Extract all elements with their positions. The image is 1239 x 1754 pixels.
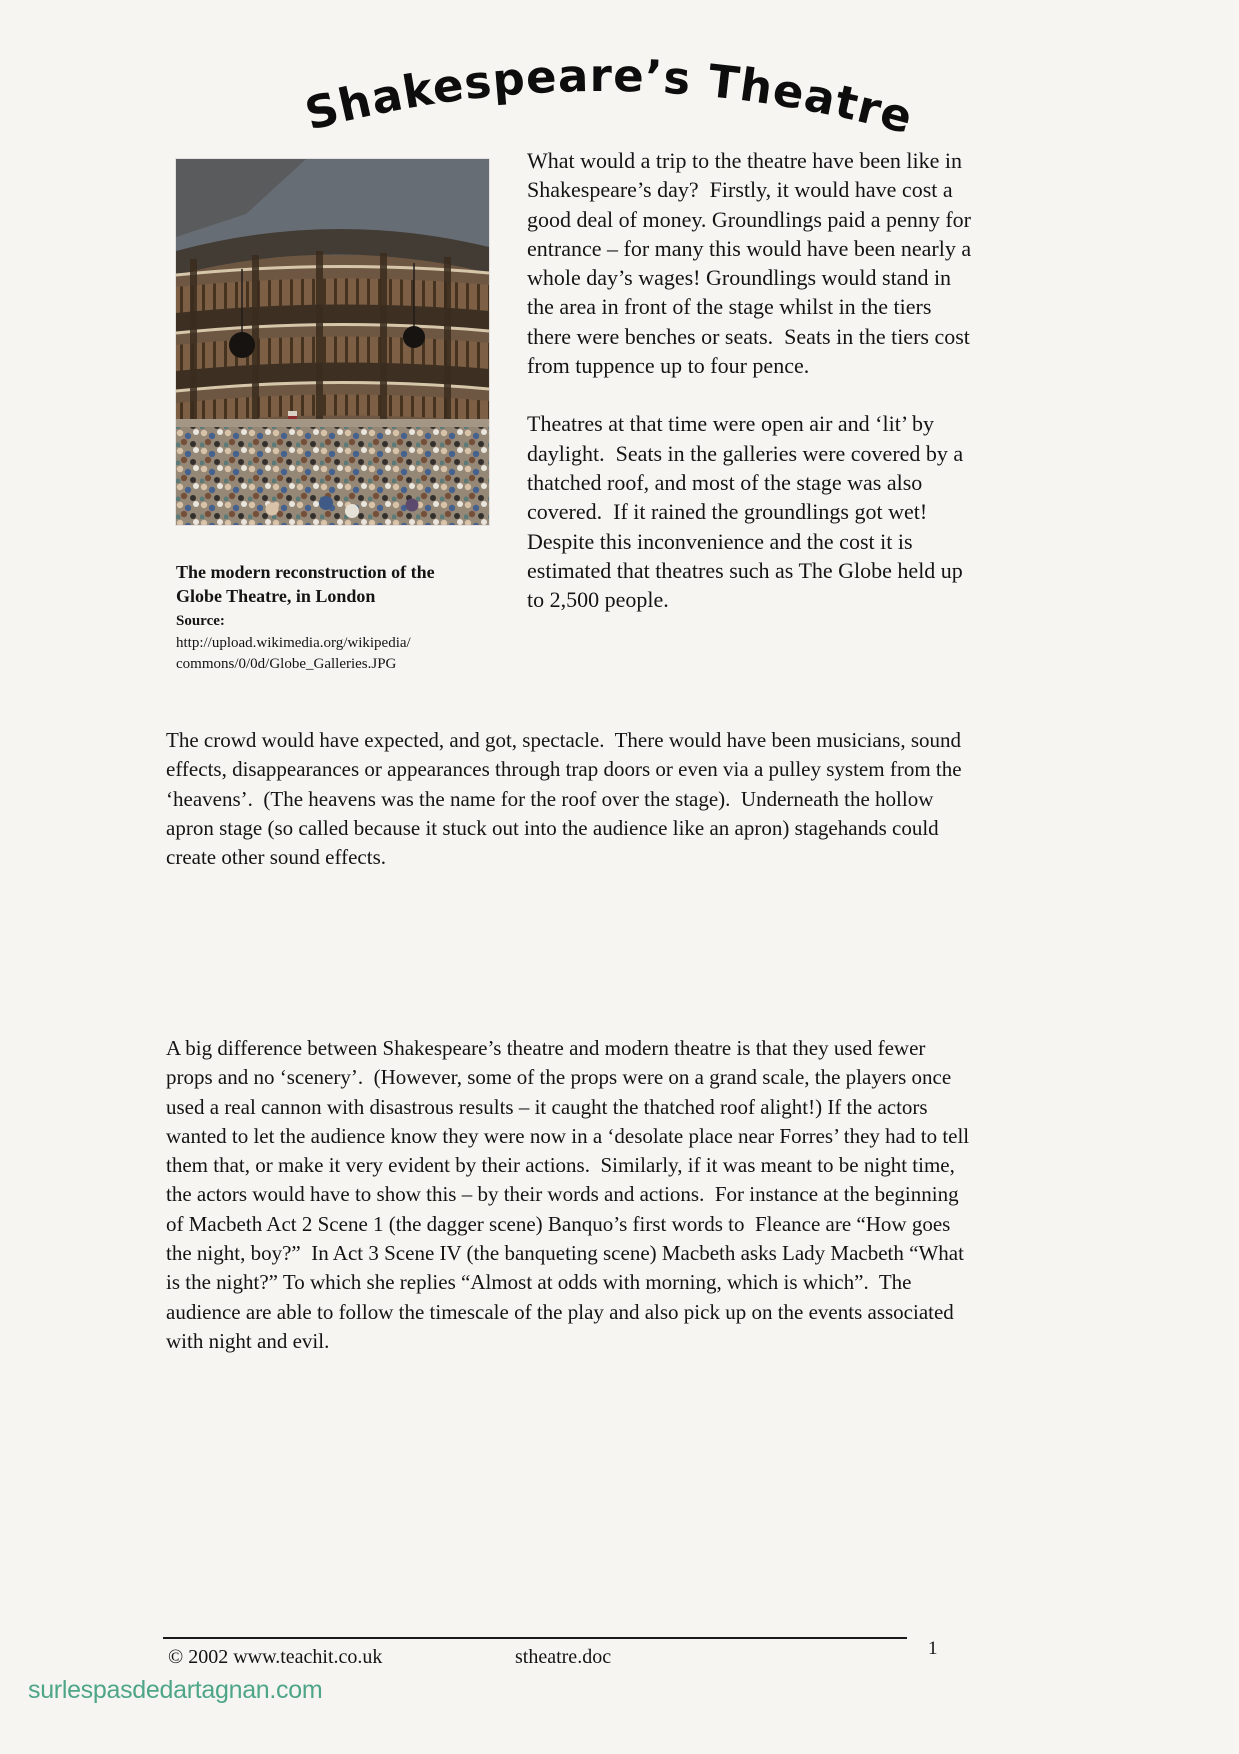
body-paragraph-2: A big difference between Shakespeare’s theatre and modern theatre is that they used fewer props and no ‘scenery’. (However, some of the props were on a grand scale, the players once used a real cannon with disastrous results – it caught the thatched roof alight!) If the actors wanted to let the audience know they were now in a ‘desolate place near Forres’ they had to tell them that, or make it very evident by their actions. Similarly, if it was meant to be night time, the actors would have to show this – by their words and actions. For instance at the beginning of Macbeth Act 2 Scene 1 (the dagger scene) Banquo’s first words to Fleance are “How goes the night, boy?” In Act 3 Scene IV (the banqueting scene) Macbeth asks Lady Macbeth “What is the night?” To which she replies “Almost at odds with morning, which is which”. The audience are able to follow the timescale of the play and also pick up on the events associated with night and evil. [166,1036,975,1353]
photo-source-label: Source: [176,613,225,629]
footer-copyright: © 2002 www.teachit.co.uk [168,1646,383,1668]
intro-column [527,146,977,614]
page-title-text: Shakespeare’s Theatre [299,48,919,145]
page-number: 1 [928,1638,938,1659]
photo-caption: The modern reconstruction of the Globe Theatre, in London [176,562,435,606]
globe-theatre-photo [176,159,489,525]
svg-text:Shakespeare’s Theatre [300,49,919,145]
photo-source-url-line1: http://upload.wikimedia.org/wikipedia/ [176,635,411,651]
globe-theatre-photo-art [176,159,489,525]
footer-filename: stheatre.doc [515,1646,612,1668]
watermark-text: surlespasdedartagnan.com [28,1676,323,1704]
page-title [250,34,970,159]
footer-divider [163,1637,907,1639]
title-arch-svg [250,34,970,159]
photo-source-url-line2: commons/0/0d/Globe_Galleries.JPG [176,656,397,672]
intro-paragraph-2: Theatres at that time were open air and ‘lit’ by daylight. Seats in the galleries were covered by a thatched roof, and most of the stage was also covered. If it rained the groundlings got wet! Despite this inconvenience and the cost it is estimated that theatres such as The Globe held up to 2,500 people. [527,411,969,613]
intro-paragraph-1: What would a trip to the theatre have been like in Shakespeare’s day? Firstly, it would have cost a good deal of money. Groundlings paid a penny for entrance – for many this would have been nearly a whole day’s wages! Groundlings would stand in the area in front of the stage whilst in the tiers there were benches or seats. Seats in the tiers cost from tuppence up to four pence. [527,148,977,379]
body-paragraph-1: The crowd would have expected, and got, spectacle. There would have been musicians, sound effects, disappearances or appearances through trap doors or even via a pulley system from the ‘heavens’. (The heavens was the name for the roof over the stage). Underneath the hollow apron stage (so called because it stuck out into the audience like an apron) stagehands could create other sound effects. [166,728,967,870]
photo-source-url [176,633,496,675]
